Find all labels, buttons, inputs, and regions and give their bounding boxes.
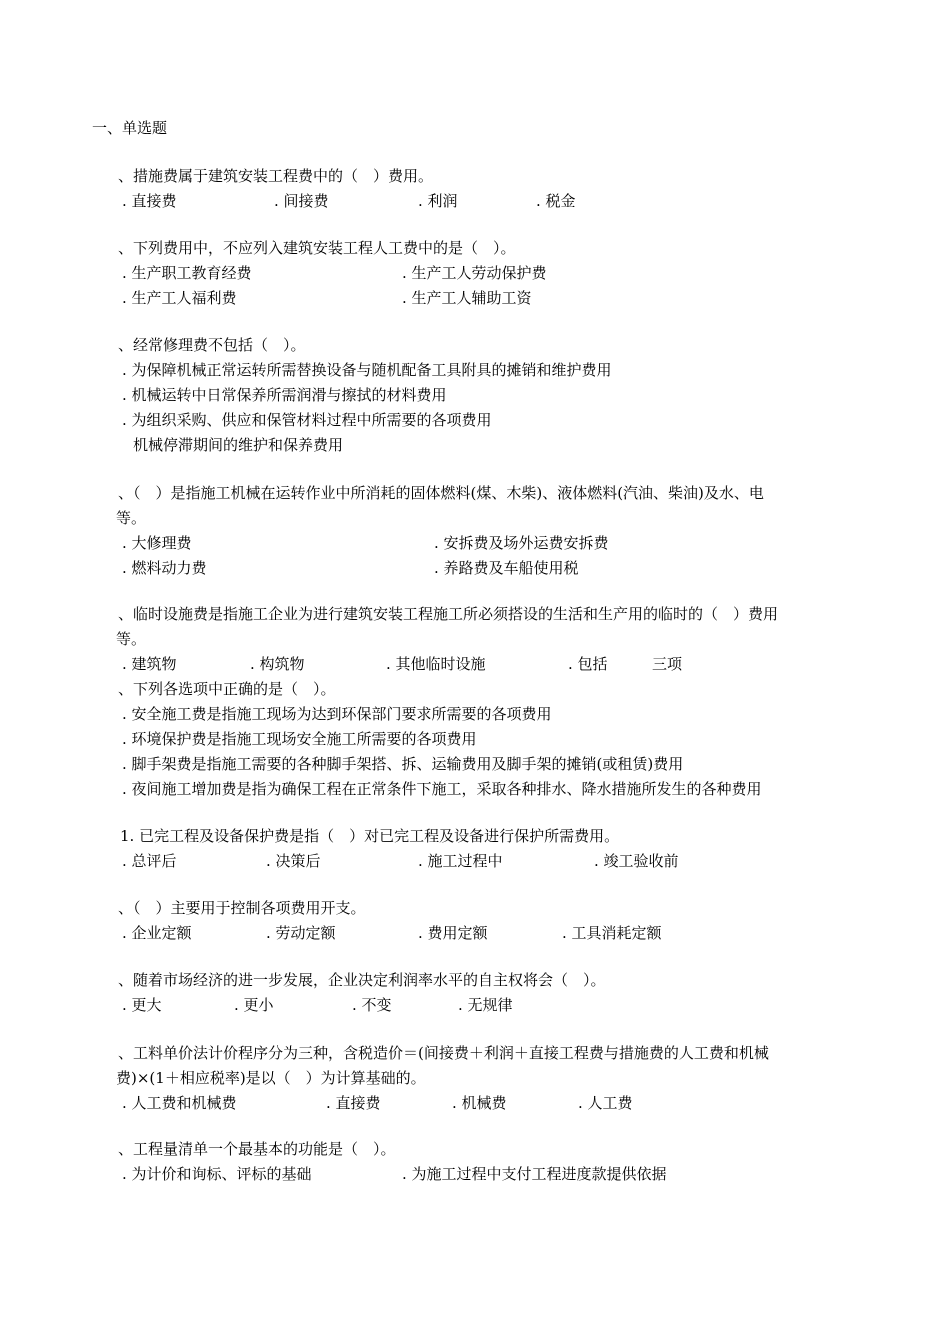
- option: . 构筑物: [250, 655, 305, 673]
- question-7-stem: 1. 已完工程及设备保护费是指（ ）对已完工程及设备进行保护所需费用。: [120, 827, 620, 845]
- question-5-stem-cont: 等。: [116, 630, 147, 648]
- option: . 直接费: [326, 1094, 381, 1112]
- option: 三项: [652, 655, 683, 673]
- option: . 养路费及车船使用税: [434, 559, 579, 577]
- option: . 安拆费及场外运费安拆费: [434, 534, 609, 552]
- option: . 生产工人福利费: [122, 289, 237, 307]
- option: . 生产工人辅助工资: [402, 289, 532, 307]
- option: . 竣工验收前: [594, 852, 679, 870]
- option: . 工具消耗定额: [562, 924, 662, 942]
- section-title: 一、单选题: [92, 119, 168, 137]
- option: . 费用定额: [418, 924, 488, 942]
- question-9-stem: 、随着市场经济的进一步发展，企业决定利润率水平的自主权将会（ ）。: [118, 971, 606, 989]
- option: . 税金: [536, 192, 576, 210]
- option: . 决策后: [266, 852, 321, 870]
- question-1-stem: 、措施费属于建筑安装工程费中的（ ）费用。: [118, 167, 434, 185]
- option: . 总评后: [122, 852, 177, 870]
- option: . 建筑物: [122, 655, 177, 673]
- option: . 更大: [122, 996, 162, 1014]
- option: . 为计价和询标、评标的基础: [122, 1165, 312, 1183]
- option: . 燃料动力费: [122, 559, 207, 577]
- option: . 生产工人劳动保护费: [402, 264, 547, 282]
- option: . 机械费: [452, 1094, 507, 1112]
- question-6-stem: 、下列各选项中正确的是（ ）。: [118, 680, 336, 698]
- option: . 无规律: [458, 996, 513, 1014]
- option: . 安全施工费是指施工现场为达到环保部门要求所需要的各项费用: [122, 705, 552, 723]
- option: . 其他临时设施: [386, 655, 486, 673]
- question-5-stem: 、临时设施费是指施工企业为进行建筑安装工程施工所必须搭设的生活和生产用的临时的（ ）费用: [118, 605, 779, 623]
- option: . 施工过程中: [418, 852, 503, 870]
- option: . 间接费: [274, 192, 329, 210]
- option: . 包括: [568, 655, 608, 673]
- question-2-stem: 、下列费用中，不应列入建筑安装工程人工费中的是（ ）。: [118, 239, 516, 257]
- option: . 环境保护费是指施工现场安全施工所需要的各项费用: [122, 730, 477, 748]
- option: . 劳动定额: [266, 924, 336, 942]
- question-8-stem: 、（ ）主要用于控制各项费用开支。: [118, 899, 366, 917]
- option: . 机械运转中日常保养所需润滑与擦拭的材料费用: [122, 386, 447, 404]
- option: . 脚手架费是指施工需要的各种脚手架搭、拆、运输费用及脚手架的摊销(或租赁)费用: [122, 755, 684, 773]
- option: . 夜间施工增加费是指为确保工程在正常条件下施工，采取各种排水、降水措施所发生的各种费用: [122, 780, 762, 798]
- option: . 大修理费: [122, 534, 192, 552]
- option: . 直接费: [122, 192, 177, 210]
- option: . 不变: [352, 996, 392, 1014]
- question-3-stem: 、经常修理费不包括（ ）。: [118, 336, 306, 354]
- question-4-stem: 、（ ）是指施工机械在运转作业中所消耗的固体燃料(煤、木柴)、液体燃料(汽油、柴油)及水、电: [118, 484, 764, 502]
- question-11-stem: 、工程量清单一个最基本的功能是（ ）。: [118, 1140, 396, 1158]
- option: . 为保障机械正常运转所需替换设备与随机配备工具附具的摊销和维护费用: [122, 361, 612, 379]
- option: . 为施工过程中支付工程进度款提供依据: [402, 1165, 667, 1183]
- option: . 生产职工教育经费: [122, 264, 252, 282]
- question-4-stem-cont: 等。: [116, 509, 147, 527]
- option: 机械停滞期间的维护和保养费用: [133, 436, 344, 454]
- option: . 利润: [418, 192, 458, 210]
- option: . 更小: [234, 996, 274, 1014]
- option: . 人工费: [578, 1094, 633, 1112]
- option: . 企业定额: [122, 924, 192, 942]
- option: . 人工费和机械费: [122, 1094, 237, 1112]
- question-10-stem: 、工料单价法计价程序分为三种，含税造价＝(间接费＋利润＋直接工程费与措施费的人工费和机械: [118, 1044, 769, 1062]
- question-10-stem-cont: 费)×(1＋相应税率)是以（ ）为计算基础的。: [116, 1069, 426, 1087]
- option: . 为组织采购、供应和保管材料过程中所需要的各项费用: [122, 411, 492, 429]
